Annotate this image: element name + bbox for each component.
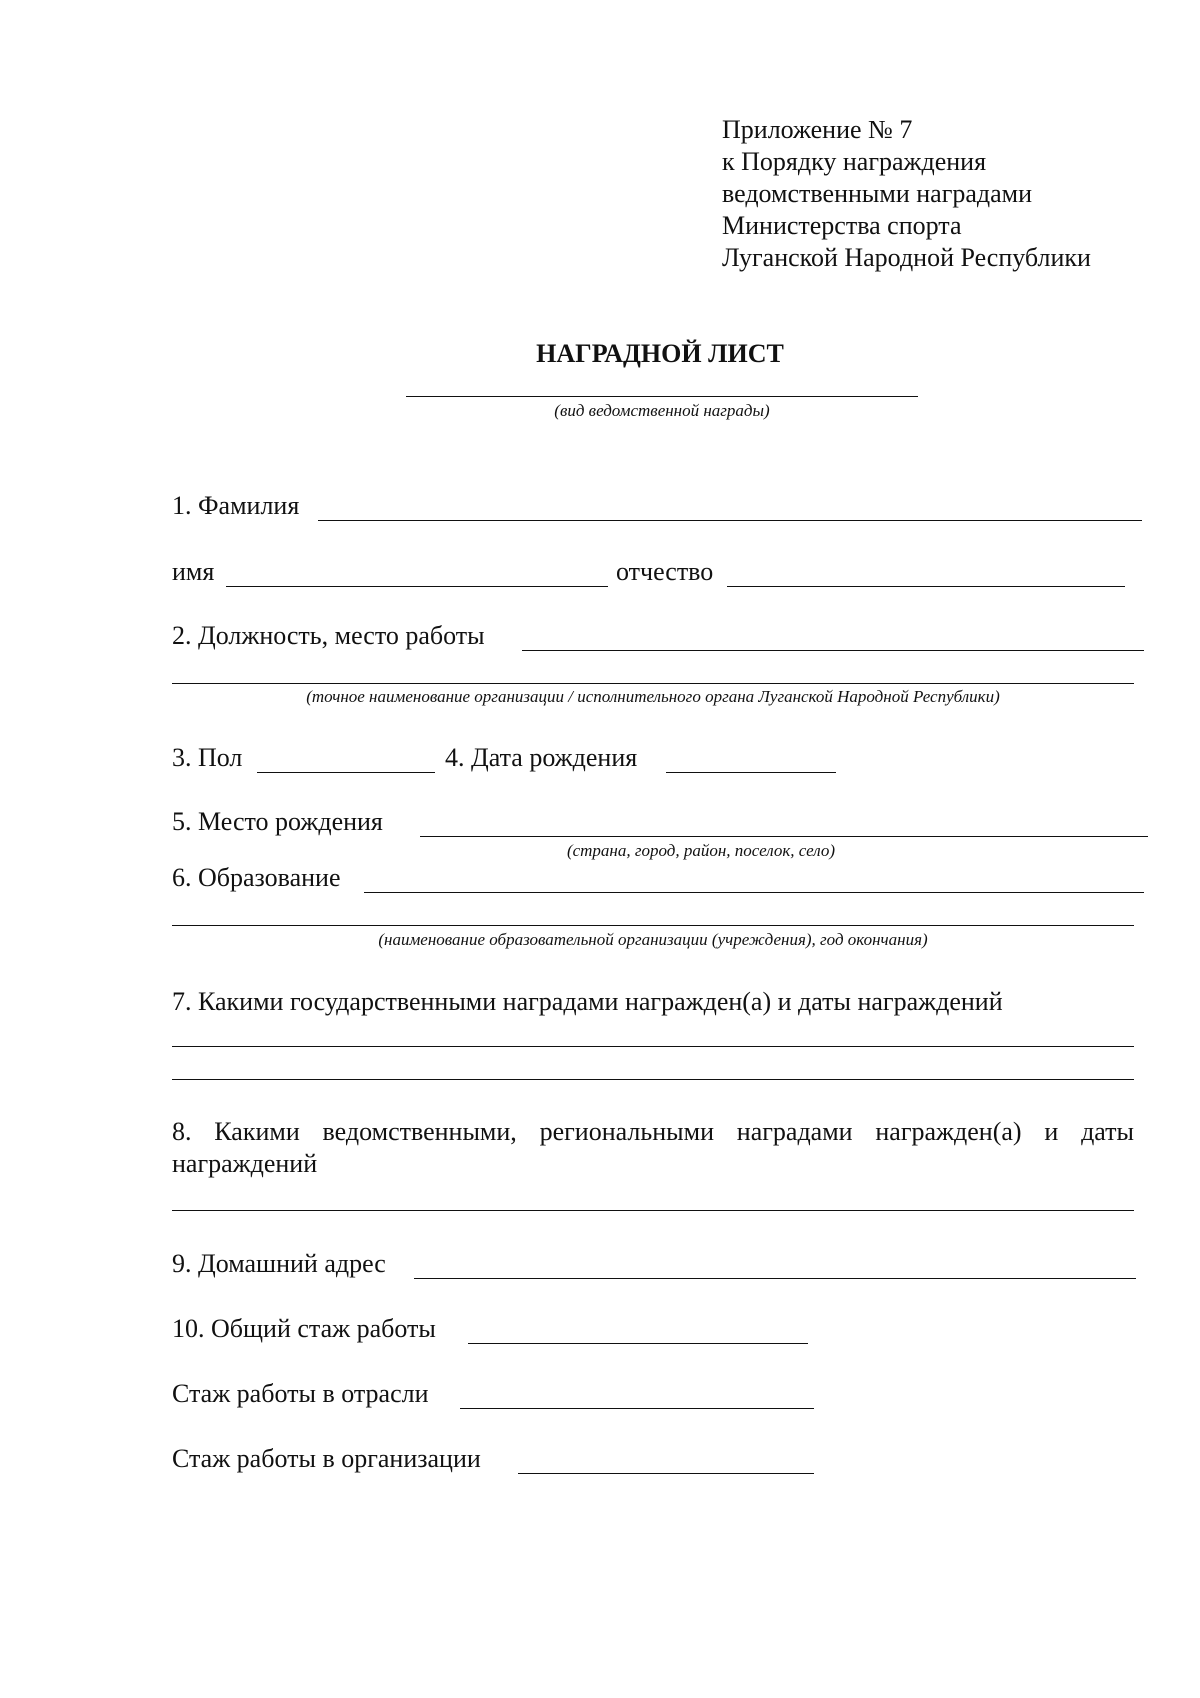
total-experience-field[interactable] [468,1343,808,1344]
state-awards-field[interactable] [172,1046,1134,1047]
address-field[interactable] [414,1278,1136,1279]
total-experience-label: 10. Общий стаж работы [172,1314,436,1343]
state-awards-field-continued[interactable] [172,1079,1134,1080]
sex-field[interactable] [257,772,435,773]
industry-experience-label: Стаж работы в отрасли [172,1379,429,1408]
birthplace-label: 5. Место рождения [172,807,383,836]
surname-field[interactable] [318,520,1142,521]
position-field[interactable] [522,650,1144,651]
position-label: 2. Должность, место работы [172,621,485,650]
org-experience-label: Стаж работы в организации [172,1444,481,1473]
appendix-number: Приложение № 7 [722,115,913,144]
position-field-continued[interactable] [172,683,1134,684]
education-field[interactable] [364,892,1144,893]
state-awards-label: 7. Какими государственными наградами награжден(а) и даты награждений [172,987,1003,1016]
education-caption: (наименование образовательной организации (учреждения), год окончания) [378,930,928,949]
name-field[interactable] [226,586,608,587]
appendix-ref-line: Луганской Народной Республики [722,243,1091,272]
page-title: НАГРАДНОЙ ЛИСТ [536,339,784,368]
address-label: 9. Домашний адрес [172,1249,386,1278]
birthdate-field[interactable] [666,772,836,773]
award-type-field[interactable] [406,396,918,397]
dept-awards-label: 8. Какими ведомственными, региональными наградами награжден(а) и даты награждений [172,1117,1134,1178]
birthdate-label: 4. Дата рождения [445,743,638,772]
birthplace-caption: (страна, город, район, поселок, село) [566,841,836,860]
sex-label: 3. Пол [172,743,243,772]
patronymic-field[interactable] [727,586,1125,587]
birthplace-field[interactable] [420,836,1148,837]
award-type-caption: (вид ведомственной награды) [554,401,770,420]
appendix-ref-line: Министерства спорта [722,211,962,240]
education-field-continued[interactable] [172,925,1134,926]
org-experience-field[interactable] [518,1473,814,1474]
education-label: 6. Образование [172,863,341,892]
appendix-ref-line: к Порядку награждения [722,147,987,176]
name-label: имя [172,557,215,586]
industry-experience-field[interactable] [460,1408,814,1409]
appendix-ref-line: ведомственными наградами [722,179,1033,208]
patronymic-label: отчество [616,557,714,586]
dept-awards-field[interactable] [172,1210,1134,1211]
position-caption: (точное наименование организации / исполнительного органа Луганской Народной Республики) [306,687,1000,706]
surname-label: 1. Фамилия [172,491,300,520]
